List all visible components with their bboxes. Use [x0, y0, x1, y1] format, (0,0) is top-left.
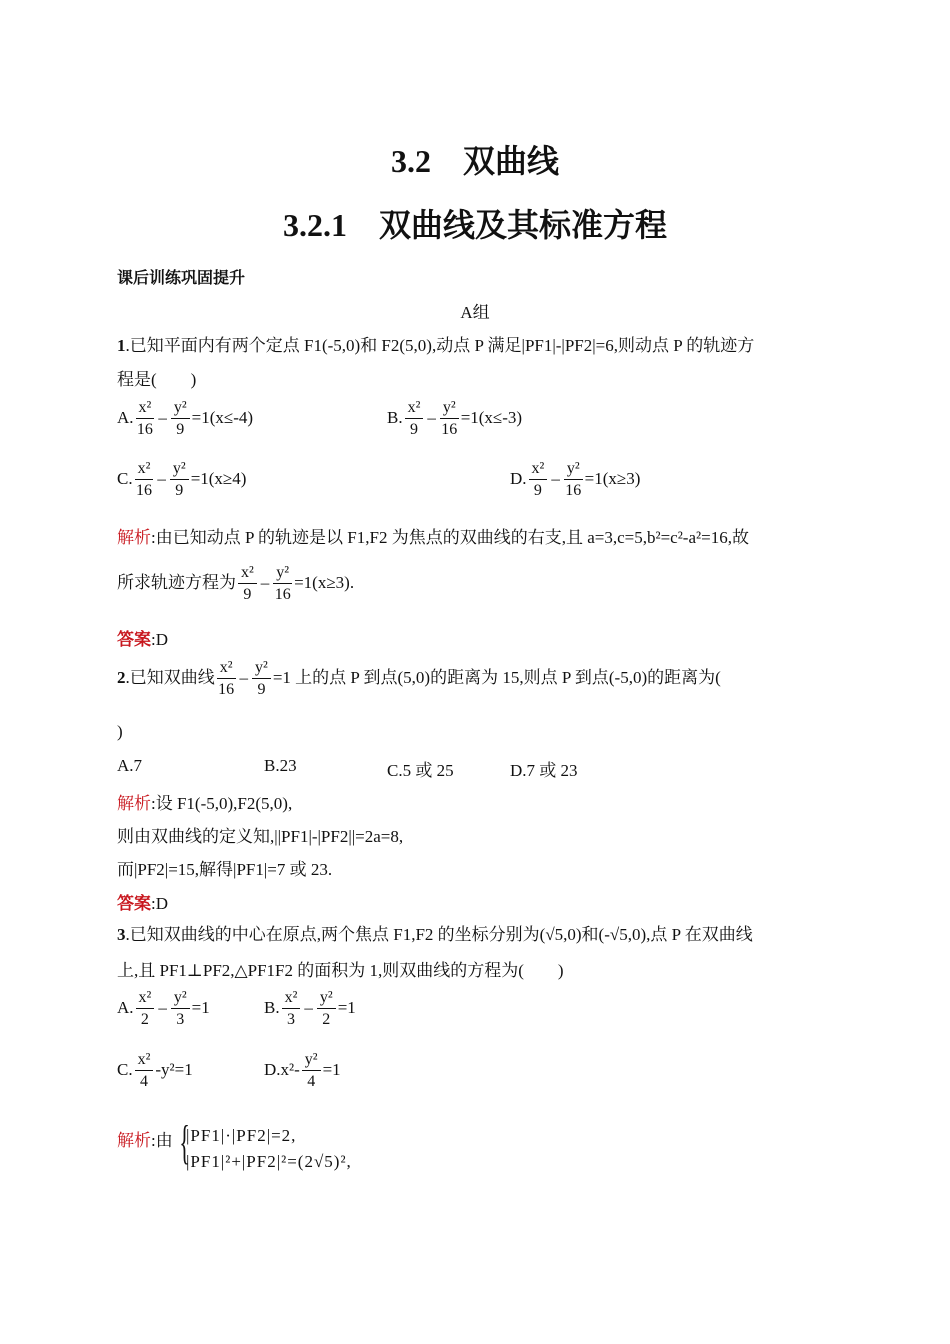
question-3-stem-line2: 上,且 PF1⊥PF2,△PF1F2 的面积为 1,则双曲线的方程为( ) [117, 961, 564, 980]
q1-option-a[interactable]: A. $\frac{\text{x²}}{16}$ – $\frac{\text{y²}}{9}$ =1(x≤-4) [117, 399, 254, 438]
q1-answer: 答案:D [117, 630, 168, 649]
page-subtitle: 3.2.1 双曲线及其标准方程 [282, 207, 667, 243]
fraction: $\frac{\text{y²}}{9}$ [252, 660, 271, 698]
fraction: $\frac{\text{y²}}{16}$ [441, 399, 458, 438]
fraction: $\frac{\text{x²}}{4}$ [135, 1052, 154, 1090]
fraction: $\frac{\text{y²}}{16}$ [565, 460, 582, 499]
q1-option-d[interactable]: D. $\frac{\text{x²}}{9}$ – $\frac{\text{y²}}{16}$ =1(x≥3) [510, 460, 641, 499]
question-number: 1 [117, 336, 126, 355]
question-2-stem: 2.已知双曲线 $\frac{\text{x²}}{16}$ – $\frac{\text{y²}}{9}$ =1 上的点 P 到点(5,0)的距离为 15,则点 P 到点(-5,0)的距离为( [117, 659, 721, 698]
system-equation-1: |PF1|·|PF2|=2, [186, 1126, 297, 1145]
q3-option-c[interactable]: C. $\frac{\text{x²}}{4}$ -y²=1 [117, 1051, 193, 1090]
fraction: $\frac{\text{x²}}{16}$ [135, 460, 152, 499]
section-heading: 课后训练巩固提升 [117, 270, 246, 287]
q3-option-d[interactable]: D.x²- $\frac{\text{y²}}{4}$ =1 [264, 1051, 341, 1090]
q2-analysis-line3: 而|PF2|=15,解得|PF1|=7 或 23. [117, 860, 333, 879]
fraction: $\frac{\text{x²}}{3}$ [282, 990, 301, 1028]
q2-option-c[interactable]: C.5 或 25 [387, 761, 454, 780]
analysis-label: 解析 [117, 794, 151, 813]
analysis-label: 解析 [117, 1131, 151, 1150]
fraction: $\frac{\text{x²}}{9}$ [405, 400, 424, 438]
fraction: $\frac{\text{y²}}{2}$ [317, 990, 336, 1028]
fraction: $\frac{\text{y²}}{16}$ [274, 564, 291, 603]
page-title: 3.2 双曲线 [390, 143, 559, 179]
fraction: $\frac{\text{x²}}{2}$ [136, 990, 155, 1028]
fraction: $\frac{\text{y²}}{9}$ [171, 400, 190, 438]
q2-answer: 答案:D [117, 894, 168, 913]
fraction: $\frac{\text{y²}}{9}$ [170, 461, 189, 499]
q2-analysis-line2: 则由双曲线的定义知,||PF1|-|PF2||=2a=8, [117, 827, 404, 846]
question-3-stem-line1: 3.已知双曲线的中心在原点,两个焦点 F1,F2 的坐标分别为(√5,0)和(-√5,0),点 P 在双曲线 [117, 925, 753, 944]
question-number: 2 [117, 667, 126, 687]
q1-analysis-line2: 所求轨迹方程为 $\frac{\text{x²}}{9}$ – $\frac{\text{y²}}{16}$ =1(x≥3). [117, 564, 355, 603]
question-number: 3 [117, 925, 126, 944]
system-equation-2: |PF1|²+|PF2|²=(2√5)², [186, 1152, 352, 1171]
fraction: $\frac{\text{y²}}{4}$ [302, 1052, 321, 1090]
question-text: .已知平面内有两个定点 F1(-5,0)和 F2(5,0),动点 P 满足|PF1|-|PF2|=6,则动点 P 的轨迹方 [125, 336, 755, 355]
group-label: A组 [460, 303, 490, 322]
fraction: $\frac{\text{x²}}{9}$ [529, 461, 548, 499]
fraction: $\frac{\text{x²}}{16}$ [218, 659, 235, 698]
q1-option-c[interactable]: C. $\frac{\text{x²}}{16}$ – $\frac{\text{y²}}{9}$ =1(x≥4) [117, 460, 247, 499]
q1-option-b[interactable]: B. $\frac{\text{x²}}{9}$ – $\frac{\text{y²}}{16}$ =1(x≤-3) [387, 399, 523, 438]
fraction: $\frac{\text{y²}}{3}$ [171, 990, 190, 1028]
question-2-stem-close: ) [117, 722, 123, 741]
question-1-stem-line2: 程是( ) [117, 370, 197, 389]
system-brace: { [179, 1116, 190, 1169]
q3-option-a[interactable]: A. $\frac{\text{x²}}{2}$ – $\frac{\text{y²}}{3}$ =1 [117, 989, 210, 1028]
fraction: $\frac{\text{x²}}{9}$ [238, 565, 257, 603]
fraction: $\frac{\text{x²}}{16}$ [136, 399, 153, 438]
q2-option-b[interactable]: B.23 [264, 756, 297, 775]
q3-analysis-lead: 解析:由 [117, 1131, 173, 1150]
q2-option-d[interactable]: D.7 或 23 [510, 761, 578, 780]
q2-option-a[interactable]: A.7 [117, 756, 143, 775]
q1-analysis-line1: 解析:由已知动点 P 的轨迹是以 F1,F2 为焦点的双曲线的右支,且 a=3,c=5,b²=c²-a²=16,故 [117, 528, 749, 547]
q3-option-b[interactable]: B. $\frac{\text{x²}}{3}$ – $\frac{\text{y²}}{2}$ =1 [264, 989, 356, 1028]
answer-label: 答案 [117, 894, 151, 913]
question-1-stem-line1 [117, 331, 754, 356]
q2-analysis-line1: 解析:设 F1(-5,0),F2(5,0), [117, 794, 293, 813]
answer-label: 答案 [117, 630, 151, 649]
analysis-label: 解析 [117, 528, 151, 547]
